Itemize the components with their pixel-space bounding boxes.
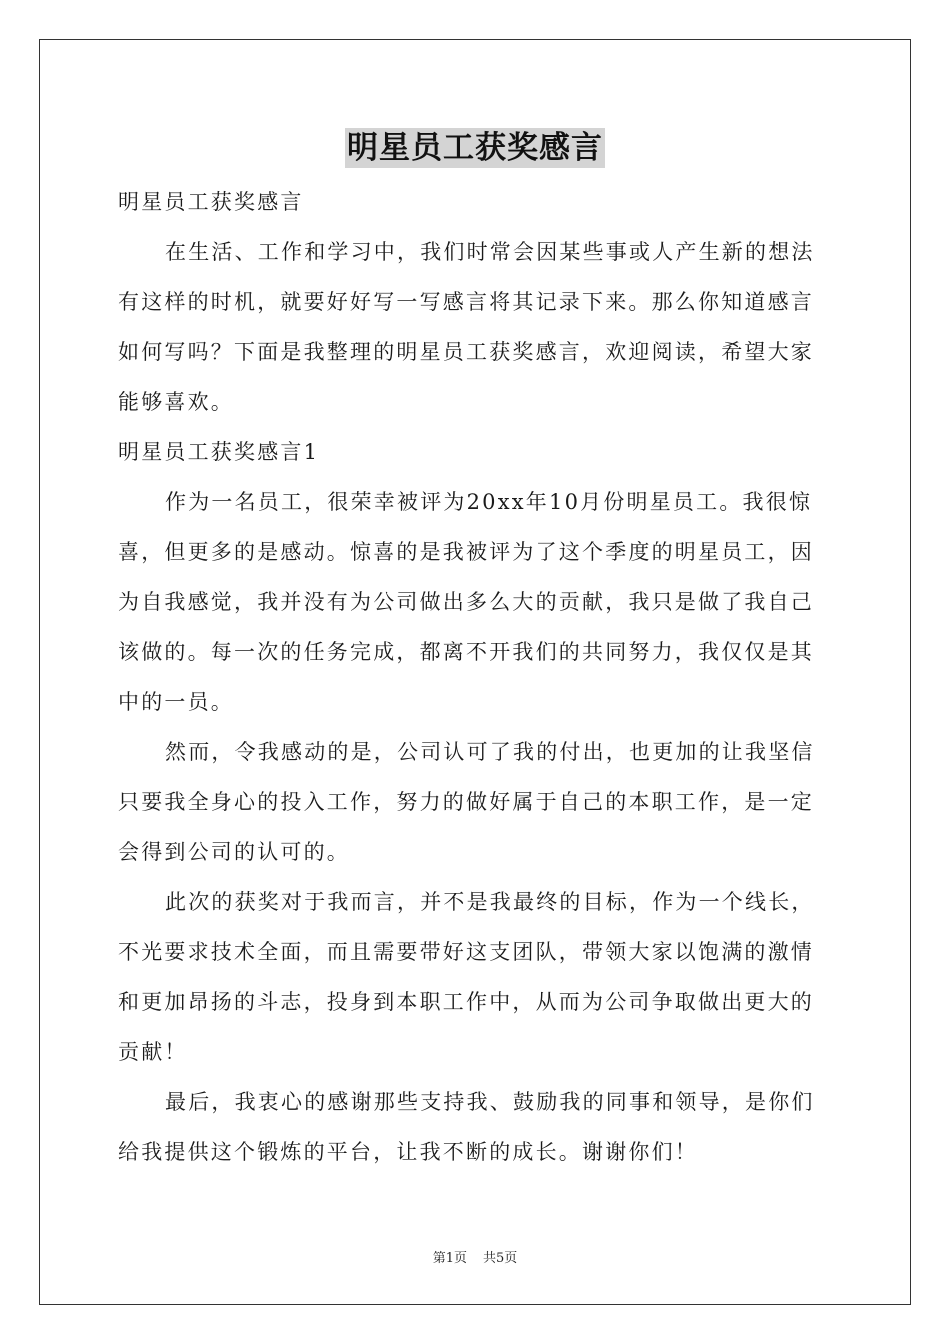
title-container xyxy=(0,128,950,168)
document-title: 明星员工获奖感言 xyxy=(347,130,603,166)
body-paragraph: 最后，我衷心的感谢那些支持我、鼓励我的同事和领导，是你们给我提供这个锻炼的平台，让我不断的成长。谢谢你们！ xyxy=(118,1090,815,1164)
intro-paragraph: 在生活、工作和学习中，我们时常会因某些事或人产生新的想法有这样的时机，就要好好写一写感言将其记录下来。那么你知道感言如何写吗？下面是我整理的明星员工获奖感言，欢迎阅读，希望大家能够喜欢。 xyxy=(118,240,815,414)
page-total: 共5页 xyxy=(483,1251,518,1266)
subtitle-paragraph: 明星员工获奖感言 xyxy=(118,190,304,214)
page-number: 第1页 xyxy=(432,1251,467,1266)
document-body xyxy=(118,177,834,1177)
body-paragraph: 此次的获奖对于我而言，并不是我最终的目标，作为一个线长，不光要求技术全面，而且需要带好这支团队，带领大家以饱满的激情和更加昂扬的斗志，投身到本职工作中，从而为公司争取做出更大的贡献！ xyxy=(118,890,815,1064)
body-paragraph: 作为一名员工，很荣幸被评为20xx年10月份明星员工。我很惊喜，但更多的是感动。惊喜的是我被评为了这个季度的明星员工，因为自我感觉，我并没有为公司做出多么大的贡献，我只是做了我自己该做的。每一次的任务完成，都离不开我们的共同努力，我仅仅是其中的一员。 xyxy=(118,490,814,714)
section-heading: 明星员工获奖感言1 xyxy=(118,440,320,464)
body-paragraph: 然而，令我感动的是，公司认可了我的付出，也更加的让我坚信只要我全身心的投入工作，努力的做好属于自己的本职工作，是一定会得到公司的认可的。 xyxy=(118,740,815,864)
page-footer xyxy=(0,1247,950,1266)
